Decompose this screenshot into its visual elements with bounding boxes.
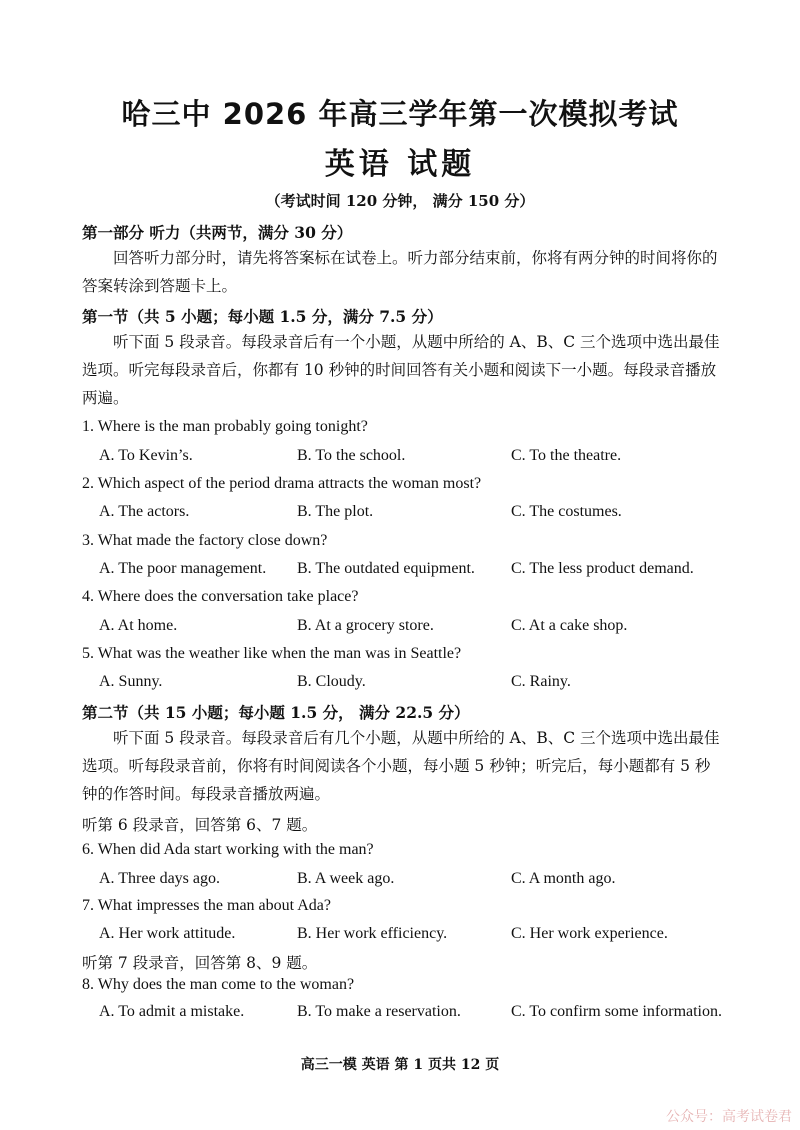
- subject-title: 英语 试题: [324, 147, 476, 182]
- passage-7-note: 听第 7 段录音，回答第 8、9 题。: [82, 954, 318, 972]
- q5-option-a: A. Sunny.: [99, 673, 163, 690]
- q4-option-c: C. At a cake shop.: [511, 617, 628, 634]
- exam-info: （考试时间 120 分钟， 满分 150 分）: [265, 192, 535, 210]
- question-4: 4. Where does the conversation take place?: [82, 588, 359, 605]
- section1-instructions: 听下面 5 段录音。每段录音后有一个小题，从题中所给的 A、B、C 三个选项中选出最佳选项。听完每段录音后，你都有 10 秒钟的时间回答有关小题和阅读下一小题。每段录音播放两遍。: [82, 333, 720, 407]
- q1-option-b: B. To the school.: [297, 447, 406, 464]
- exam-title: 哈三中 2026 年高三学年第一次模拟考试: [121, 97, 679, 131]
- passage-6-note: 听第 6 段录音，回答第 6、7 题。: [82, 816, 318, 834]
- q3-option-c: C. The less product demand.: [511, 560, 694, 577]
- question-8: 8. Why does the man come to the woman?: [82, 976, 355, 993]
- section2-instructions: 听下面 5 段录音。每段录音后有几个小题，从题中所给的 A、B、C 三个选项中选出最佳选项。听每段录音前，你将有时间阅读各个小题，每小题 5 秒钟；听完后，每小题都有 5 秒钟的作答时间。每段录音播放两遍。: [82, 729, 720, 803]
- q6-option-a: A. Three days ago.: [99, 870, 220, 887]
- question-2: 2. Which aspect of the period drama attracts the woman most?: [82, 475, 482, 492]
- q3-option-b: B. The outdated equipment.: [297, 560, 475, 577]
- q6-option-b: B. A week ago.: [297, 870, 395, 887]
- q3-option-a: A. The poor management.: [99, 560, 267, 577]
- question-6: 6. When did Ada start working with the man?: [82, 841, 374, 858]
- section1-heading: 第一节（共 5 小题；每小题 1.5 分，满分 7.5 分）: [82, 307, 443, 326]
- q7-option-b: B. Her work efficiency.: [297, 925, 448, 942]
- part1-instructions: 回答听力部分时，请先将答案标在试卷上。听力部分结束前，你将有两分钟的时间将你的答案转涂到答题卡上。: [82, 249, 718, 295]
- question-3: 3. What made the factory close down?: [82, 532, 328, 549]
- question-5: 5. What was the weather like when the man was in Seattle?: [82, 645, 462, 662]
- q5-option-b: B. Cloudy.: [297, 673, 366, 690]
- q1-option-a: A. To Kevin’s.: [99, 447, 193, 464]
- q6-option-c: C. A month ago.: [511, 870, 616, 887]
- q2-option-b: B. The plot.: [297, 503, 374, 520]
- q1-option-c: C. To the theatre.: [511, 447, 622, 464]
- q4-option-a: A. At home.: [99, 617, 178, 634]
- question-7: 7. What impresses the man about Ada?: [82, 897, 331, 914]
- q5-option-c: C. Rainy.: [511, 673, 571, 690]
- watermark: 公众号：高考试卷君: [666, 1109, 792, 1125]
- q8-option-c: C. To confirm some information.: [511, 1003, 722, 1020]
- part1-heading: 第一部分 听力（共两节，满分 30 分）: [82, 223, 353, 242]
- q8-option-a: A. To admit a mistake.: [99, 1003, 245, 1020]
- page-footer: 高三一模 英语 第 1 页共 12 页: [300, 1057, 500, 1073]
- q8-option-b: B. To make a reservation.: [297, 1003, 461, 1020]
- q2-option-c: C. The costumes.: [511, 503, 622, 520]
- question-1: 1. Where is the man probably going tonight?: [82, 418, 368, 435]
- q4-option-b: B. At a grocery store.: [297, 617, 434, 634]
- q2-option-a: A. The actors.: [99, 503, 190, 520]
- section2-heading: 第二节（共 15 小题；每小题 1.5 分， 满分 22.5 分）: [82, 703, 470, 722]
- q7-option-c: C. Her work experience.: [511, 925, 668, 942]
- q7-option-a: A. Her work attitude.: [99, 925, 236, 942]
